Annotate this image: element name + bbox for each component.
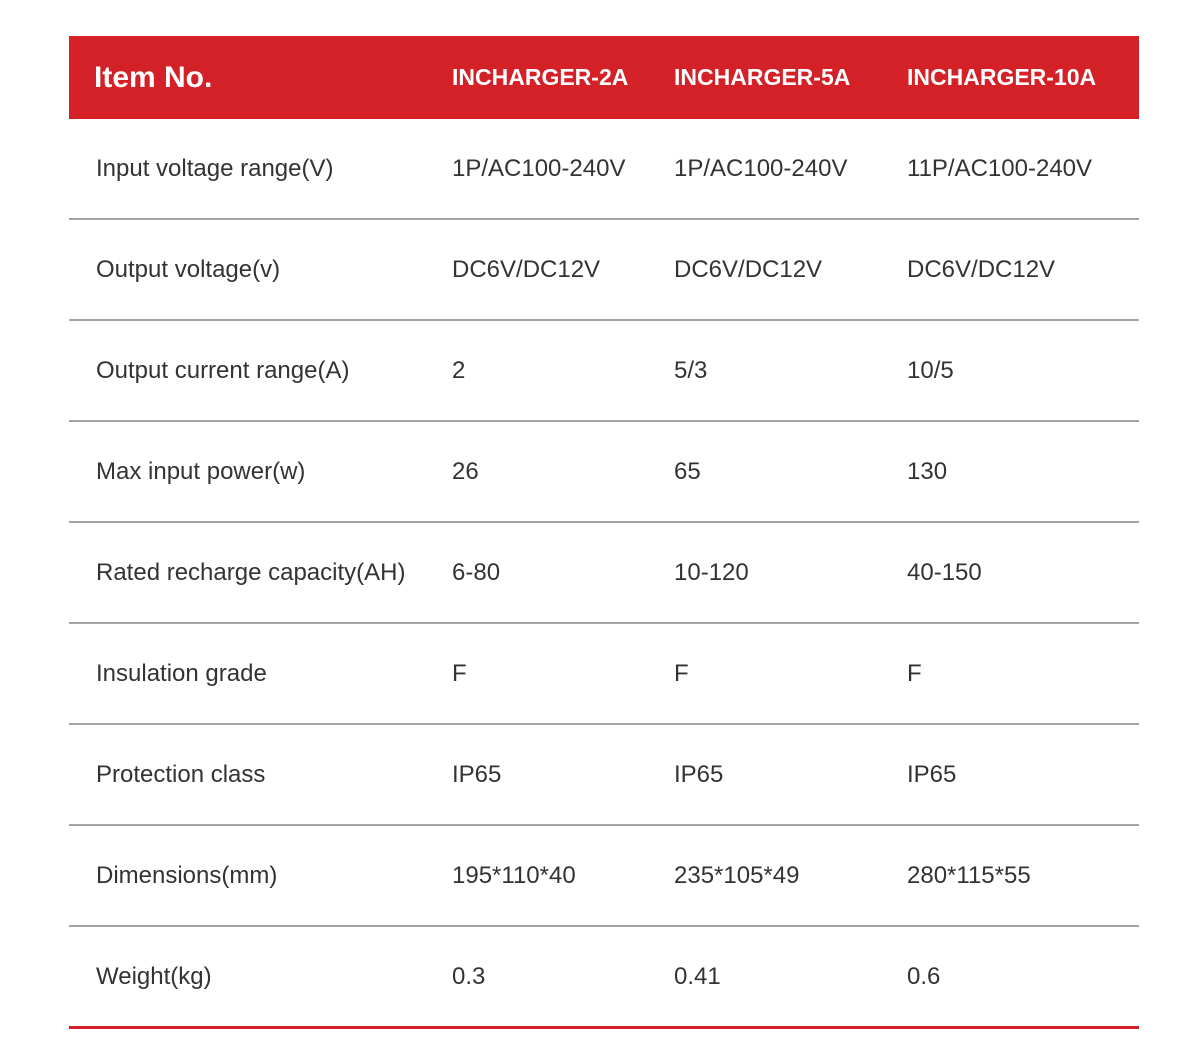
row-label: Rated recharge capacity(AH) xyxy=(96,559,406,586)
cell-value: 195*110*40 xyxy=(452,862,576,889)
cell-value: F xyxy=(452,660,467,687)
cell-value: 1P/AC100-240V xyxy=(674,155,848,182)
cell-value: 130 xyxy=(907,458,948,485)
cell-value: 40-150 xyxy=(907,559,982,586)
cell-value: 0.41 xyxy=(674,963,721,990)
table-row-protection-class xyxy=(69,725,1139,826)
cell-value: DC6V/DC12V xyxy=(907,256,1056,283)
table-row-output-voltage xyxy=(69,220,1139,321)
table-row-input-voltage xyxy=(69,119,1139,220)
cell-value: IP65 xyxy=(674,761,724,788)
cell-value: 65 xyxy=(674,458,701,485)
spec-table xyxy=(69,36,1139,1029)
cell-value: 235*105*49 xyxy=(674,862,800,889)
header-item-no: Item No. xyxy=(94,61,213,94)
cell-value: 10/5 xyxy=(907,357,954,384)
table-row-max-input-power xyxy=(69,422,1139,523)
row-label: Weight(kg) xyxy=(96,963,212,990)
header-incharger-2a: INCHARGER-2A xyxy=(452,64,629,90)
table-row-dimensions xyxy=(69,826,1139,927)
cell-value: 2 xyxy=(452,357,466,384)
cell-value: DC6V/DC12V xyxy=(452,256,601,283)
header-incharger-5a: INCHARGER-5A xyxy=(674,64,851,90)
table-row-insulation-grade xyxy=(69,624,1139,725)
cell-value: F xyxy=(907,660,922,687)
header-incharger-10a: INCHARGER-10A xyxy=(907,64,1097,90)
row-label: Output voltage(v) xyxy=(96,256,281,283)
cell-value: 10-120 xyxy=(674,559,749,586)
row-label: Output current range(A) xyxy=(96,357,350,384)
row-label: Dimensions(mm) xyxy=(96,862,278,889)
table-row-recharge-capacity xyxy=(69,523,1139,624)
cell-value: 11P/AC100-240V xyxy=(907,155,1093,182)
cell-value: IP65 xyxy=(907,761,957,788)
cell-value: F xyxy=(674,660,689,687)
row-label: Insulation grade xyxy=(96,660,267,687)
cell-value: 26 xyxy=(452,458,479,485)
cell-value: 6-80 xyxy=(452,559,501,586)
row-label: Protection class xyxy=(96,761,266,788)
row-label: Max input power(w) xyxy=(96,458,306,485)
cell-value: 0.3 xyxy=(452,963,486,990)
cell-value: 0.6 xyxy=(907,963,941,990)
table-row-weight xyxy=(69,927,1139,1029)
cell-value: 5/3 xyxy=(674,357,708,384)
cell-value: DC6V/DC12V xyxy=(674,256,823,283)
cell-value: 1P/AC100-240V xyxy=(452,155,626,182)
cell-value: IP65 xyxy=(452,761,502,788)
cell-value: 280*115*55 xyxy=(907,862,1031,889)
row-label: Input voltage range(V) xyxy=(96,155,334,182)
table-header xyxy=(69,36,1139,119)
table-row-output-current xyxy=(69,321,1139,422)
